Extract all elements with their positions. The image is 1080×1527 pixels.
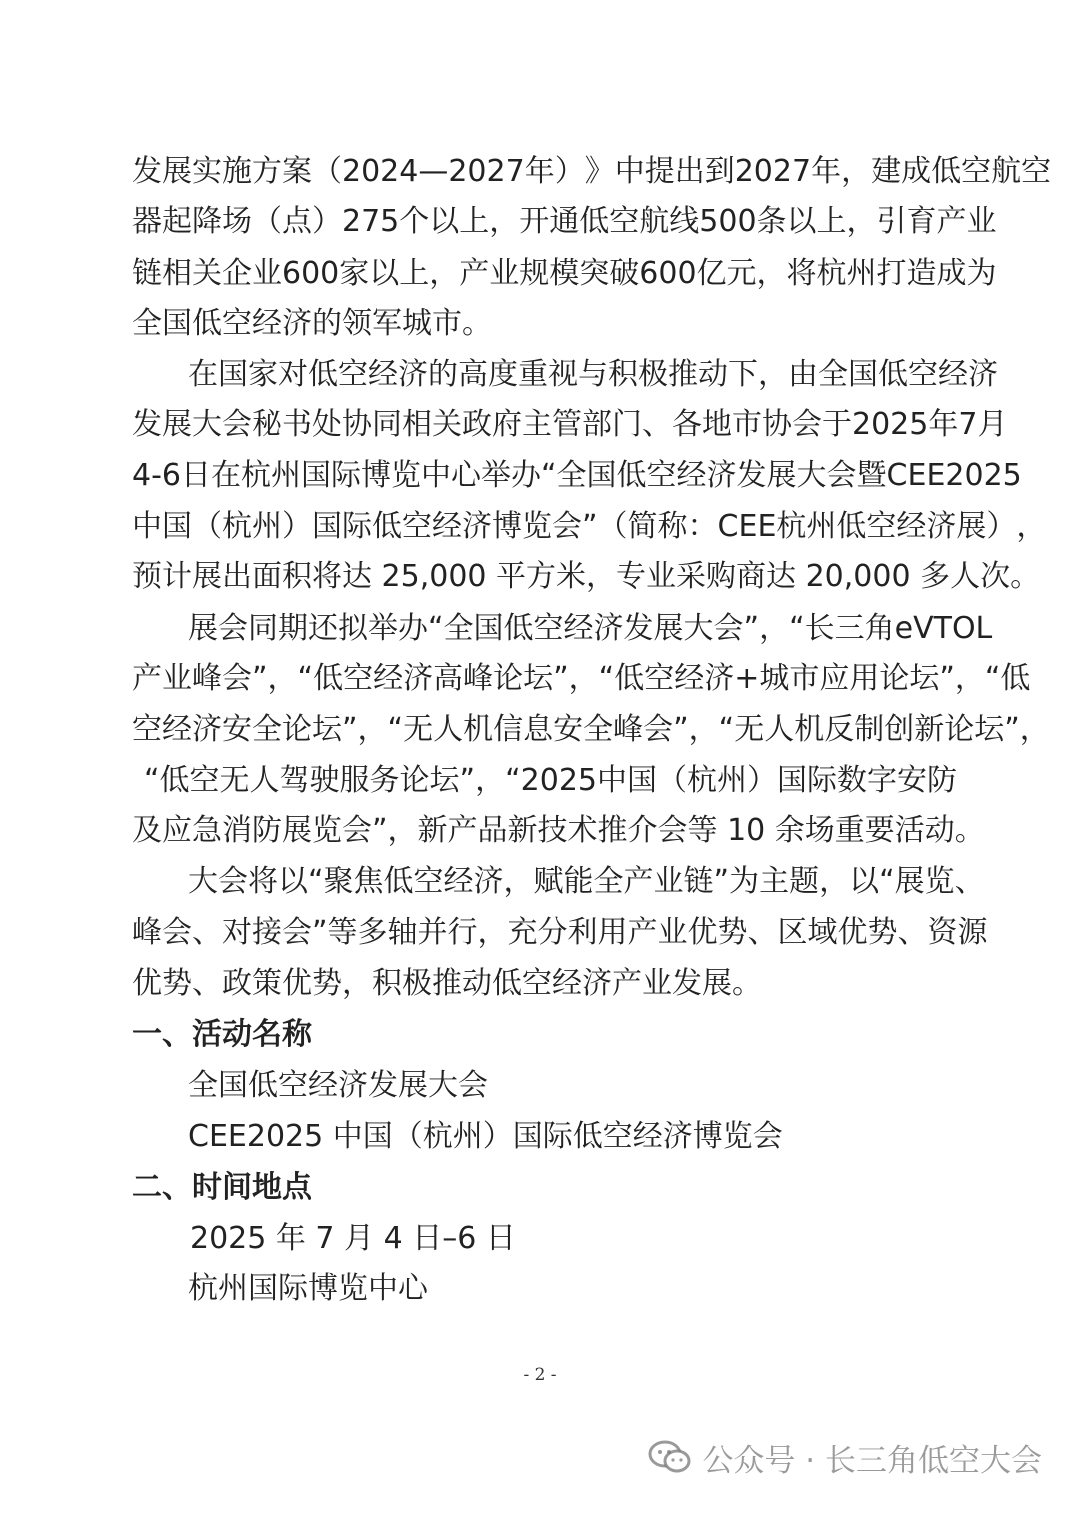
p3-line-2: 产 业 峰 会 ” ， “ 低 空 经 济 高 峰 论 坛 ” ， “ 低 空 经 济 + 城 市 应 用 论 坛 ” ， “ 低 <box>132 661 1031 696</box>
p1-line-3: 链 相 关 企 业 600 家 以 上 ， 产 业 规 模 突 破 600 亿 元 ， 将 杭 州 打 造 成 为 <box>132 256 997 291</box>
section1-item-1: 全国低空经济发展大会 <box>188 1068 488 1103</box>
p4-line-2: 峰 会 、 对 接 会 ” 等 多 轴 并 行 ， 充 分 利 用 产 业 优 势 、 区 域 优 势 、 资 源 <box>132 915 988 950</box>
p1-line-1: 发 展 实 施 方 案 （ 2024—2027 年 ） 》 中 提 出 到 2027 年 ， 建 成 低 空 航 空 <box>132 154 1052 189</box>
p4-line-1: 大 会 将 以 “ 聚 焦 低 空 经 济 ， 赋 能 全 产 业 链 ” 为 主 题 ， 以 “ 展 览 、 <box>188 864 985 899</box>
p3-line-4: “ 低 空 无 人 驾 驶 服 务 论 坛 ” ， “ 2025 中 国 （ 杭 州 ） 国 际 数 字 安 防 <box>144 763 957 798</box>
p2-line-2: 发 展 大 会 秘 书 处 协 同 相 关 政 府 主 管 部 门 、 各 地 市 协 会 于 2025 年 7 月 <box>132 407 1008 442</box>
p2-line-5: 预计展出面积将达 25,000 平方米，专业采购商达 20,000 多人次。 <box>132 559 1041 594</box>
p1-line-2: 器 起 降 场 （ 点 ） 275 个 以 上 ， 开 通 低 空 航 线 500 条 以 上 ， 引 育 产 业 <box>132 204 997 239</box>
section2-heading: 二、时间地点 <box>132 1170 312 1205</box>
p4-line-3: 优势、政策优势，积极推动低空经济产业发展。 <box>132 966 762 1001</box>
section2-item-venue: 杭州国际博览中心 <box>188 1271 428 1306</box>
watermark <box>648 1432 1042 1482</box>
page-number: - 2 - <box>523 1365 557 1385</box>
section1-item-2: CEE2025 中国（杭州）国际低空经济博览会 <box>188 1119 783 1154</box>
p2-line-1: 在 国 家 对 低 空 经 济 的 高 度 重 视 与 积 极 推 动 下 ， 由 全 国 低 空 经 济 <box>188 357 998 392</box>
p2-line-3: 4-6 日 在 杭 州 国 际 博 览 中 心 举 办 “ 全 国 低 空 经 济 发 展 大 会 暨 CEE2025 <box>132 458 1022 493</box>
watermark-text: 公众号 · 长三角低空大会 <box>702 1442 1042 1479</box>
p3-line-3: 空 经 济 安 全 论 坛 ” ， “ 无 人 机 信 息 安 全 峰 会 ” ， “ 无 人 机 反 制 创 新 论 坛 ” ， <box>132 712 1050 747</box>
p2-line-4: 中 国 （ 杭 州 ） 国 际 低 空 经 济 博 览 会 ” （ 简 称 ： CEE 杭 州 低 空 经 济 展 ） ， <box>132 509 1047 544</box>
section2-item-date: 2025 年 7 月 4 日–6 日 <box>190 1221 516 1256</box>
p3-line-5: 及应急消防展览会”，新产品新技术推介会等 10 余场重要活动。 <box>132 813 985 848</box>
p3-line-1: 展 会 同 期 还 拟 举 办 “ 全 国 低 空 经 济 发 展 大 会 ” ， “ 长 三 角 eVTOL <box>188 611 993 646</box>
section1-heading: 一、活动名称 <box>132 1017 312 1052</box>
wechat-icon <box>648 1439 692 1475</box>
p1-line-4: 全国低空经济的领军城市。 <box>132 306 492 341</box>
